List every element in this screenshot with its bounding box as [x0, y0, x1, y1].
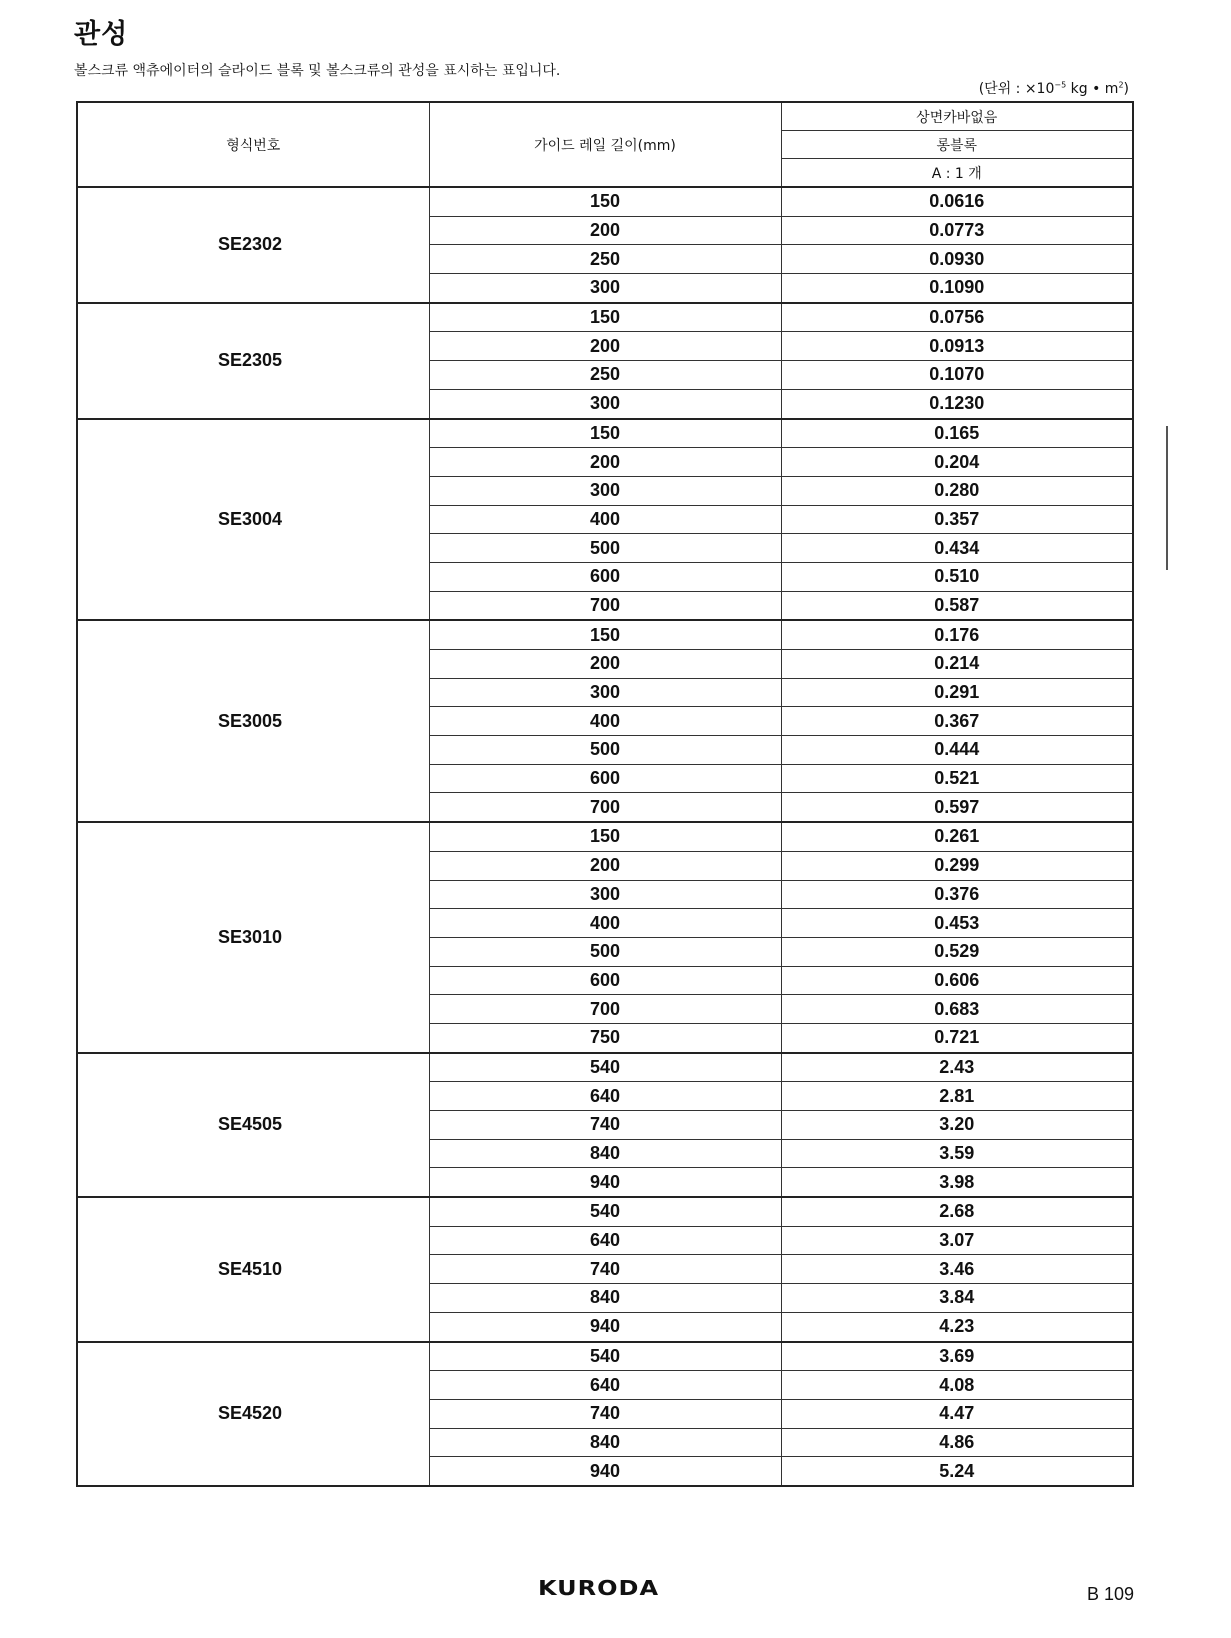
inertia-value-cell: 3.69 — [781, 1342, 1133, 1371]
inertia-value-cell: 5.24 — [781, 1457, 1133, 1486]
inertia-value-cell: 0.721 — [781, 1023, 1133, 1052]
rail-length-cell: 750 — [429, 1023, 781, 1052]
rail-length-cell: 840 — [429, 1139, 781, 1168]
model-cell: SE3004 — [77, 419, 429, 621]
inertia-value-cell: 3.59 — [781, 1139, 1133, 1168]
inertia-value-cell: 0.261 — [781, 822, 1133, 851]
inertia-value-cell: 0.0773 — [781, 216, 1133, 245]
header-block-type: 롱블록 — [781, 131, 1133, 159]
rail-length-cell: 200 — [429, 216, 781, 245]
inertia-value-cell: 0.529 — [781, 937, 1133, 966]
rail-length-cell: 640 — [429, 1082, 781, 1111]
rail-length-cell: 500 — [429, 736, 781, 765]
unit-square: 2 — [1118, 80, 1124, 90]
header-model: 형식번호 — [77, 102, 429, 187]
inertia-value-cell: 3.07 — [781, 1226, 1133, 1255]
table-row — [77, 303, 1133, 332]
rail-length-cell: 640 — [429, 1371, 781, 1400]
inertia-value-cell: 0.444 — [781, 736, 1133, 765]
inertia-value-cell: 0.165 — [781, 419, 1133, 448]
page-number: B 109 — [1086, 1584, 1134, 1604]
rail-length-cell: 150 — [429, 419, 781, 448]
inertia-value-cell: 2.68 — [781, 1197, 1133, 1226]
page-edge-marker — [1166, 426, 1168, 570]
inertia-value-cell: 0.683 — [781, 995, 1133, 1024]
inertia-value-cell: 0.1230 — [781, 389, 1133, 418]
model-cell: SE4505 — [77, 1053, 429, 1197]
table-row — [77, 187, 1133, 216]
rail-length-cell: 940 — [429, 1312, 781, 1341]
rail-length-cell: 540 — [429, 1197, 781, 1226]
inertia-value-cell: 0.299 — [781, 851, 1133, 880]
rail-length-cell: 740 — [429, 1399, 781, 1428]
inertia-value-cell: 0.214 — [781, 650, 1133, 679]
inertia-value-cell: 0.434 — [781, 534, 1133, 563]
rail-length-cell: 940 — [429, 1457, 781, 1486]
rail-length-cell: 300 — [429, 476, 781, 505]
inertia-value-cell: 2.81 — [781, 1082, 1133, 1111]
rail-length-cell: 840 — [429, 1428, 781, 1457]
table-row — [77, 419, 1133, 448]
table-row — [77, 1197, 1133, 1226]
inertia-value-cell: 0.510 — [781, 562, 1133, 591]
inertia-value-cell: 0.176 — [781, 620, 1133, 649]
inertia-value-cell: 0.291 — [781, 678, 1133, 707]
inertia-table — [76, 101, 1134, 1487]
inertia-value-cell: 0.606 — [781, 966, 1133, 995]
inertia-value-cell: 4.86 — [781, 1428, 1133, 1457]
table-row — [77, 1053, 1133, 1082]
inertia-value-cell: 0.453 — [781, 909, 1133, 938]
rail-length-cell: 400 — [429, 909, 781, 938]
header-condition: 상면카바없음 — [781, 102, 1133, 131]
model-cell: SE3005 — [77, 620, 429, 822]
inertia-value-cell: 0.587 — [781, 591, 1133, 620]
inertia-value-cell: 0.204 — [781, 448, 1133, 477]
inertia-value-cell: 4.47 — [781, 1399, 1133, 1428]
rail-length-cell: 200 — [429, 332, 781, 361]
rail-length-cell: 200 — [429, 448, 781, 477]
rail-length-cell: 150 — [429, 822, 781, 851]
rail-length-cell: 700 — [429, 591, 781, 620]
rail-length-cell: 600 — [429, 562, 781, 591]
inertia-value-cell: 3.46 — [781, 1255, 1133, 1284]
inertia-value-cell: 3.20 — [781, 1111, 1133, 1140]
table-row — [77, 1342, 1133, 1371]
inertia-value-cell: 0.376 — [781, 880, 1133, 909]
unit-note — [979, 78, 1129, 98]
inertia-value-cell: 4.23 — [781, 1312, 1133, 1341]
table-body — [77, 187, 1133, 1486]
header-block-count: A : 1 개 — [781, 159, 1133, 188]
rail-length-cell: 500 — [429, 534, 781, 563]
model-cell: SE4520 — [77, 1342, 429, 1486]
inertia-value-cell: 0.521 — [781, 764, 1133, 793]
model-cell: SE4510 — [77, 1197, 429, 1341]
rail-length-cell: 150 — [429, 620, 781, 649]
unit-close: ) — [1123, 81, 1129, 97]
rail-length-cell: 600 — [429, 966, 781, 995]
rail-length-cell: 150 — [429, 187, 781, 216]
inertia-value-cell: 3.84 — [781, 1284, 1133, 1313]
inertia-value-cell: 0.1070 — [781, 361, 1133, 390]
inertia-value-cell: 0.1090 — [781, 274, 1133, 303]
rail-length-cell: 200 — [429, 650, 781, 679]
rail-length-cell: 940 — [429, 1168, 781, 1197]
inertia-value-cell: 0.367 — [781, 707, 1133, 736]
kuroda-logo: KURODA — [538, 1576, 660, 1600]
rail-length-cell: 150 — [429, 303, 781, 332]
inertia-value-cell: 3.98 — [781, 1168, 1133, 1197]
inertia-value-cell: 0.357 — [781, 505, 1133, 534]
rail-length-cell: 540 — [429, 1053, 781, 1082]
inertia-value-cell: 0.0756 — [781, 303, 1133, 332]
rail-length-cell: 300 — [429, 389, 781, 418]
rail-length-cell: 740 — [429, 1111, 781, 1140]
rail-length-cell: 500 — [429, 937, 781, 966]
inertia-value-cell: 0.0616 — [781, 187, 1133, 216]
rail-length-cell: 540 — [429, 1342, 781, 1371]
table-row — [77, 822, 1133, 851]
page-description: 볼스크류 액츄에이터의 슬라이드 블록 및 볼스크류의 관성을 표시하는 표입니다. — [74, 63, 561, 79]
rail-length-cell: 300 — [429, 880, 781, 909]
rail-length-cell: 700 — [429, 995, 781, 1024]
rail-length-cell: 700 — [429, 793, 781, 822]
table-header — [77, 102, 1133, 187]
rail-length-cell: 400 — [429, 505, 781, 534]
unit-prefix: (단위 : ×10 — [978, 81, 1055, 97]
inertia-value-cell: 0.0930 — [781, 245, 1133, 274]
rail-length-cell: 250 — [429, 245, 781, 274]
rail-length-cell: 640 — [429, 1226, 781, 1255]
rail-length-cell: 600 — [429, 764, 781, 793]
model-cell: SE3010 — [77, 822, 429, 1053]
page-title: 관성 — [74, 19, 129, 50]
header-rail-length: 가이드 레일 길이(mm) — [429, 102, 781, 187]
table-row — [77, 620, 1133, 649]
rail-length-cell: 200 — [429, 851, 781, 880]
inertia-value-cell: 0.0913 — [781, 332, 1133, 361]
inertia-value-cell: 0.597 — [781, 793, 1133, 822]
inertia-value-cell: 0.280 — [781, 476, 1133, 505]
rail-length-cell: 740 — [429, 1255, 781, 1284]
model-cell: SE2302 — [77, 187, 429, 303]
unit-exponent: −5 — [1054, 80, 1067, 90]
rail-length-cell: 300 — [429, 678, 781, 707]
inertia-value-cell: 2.43 — [781, 1053, 1133, 1082]
inertia-value-cell: 4.08 — [781, 1371, 1133, 1400]
rail-length-cell: 400 — [429, 707, 781, 736]
rail-length-cell: 250 — [429, 361, 781, 390]
unit-suffix: kg • m — [1066, 81, 1119, 97]
model-cell: SE2305 — [77, 303, 429, 419]
rail-length-cell: 840 — [429, 1284, 781, 1313]
rail-length-cell: 300 — [429, 274, 781, 303]
